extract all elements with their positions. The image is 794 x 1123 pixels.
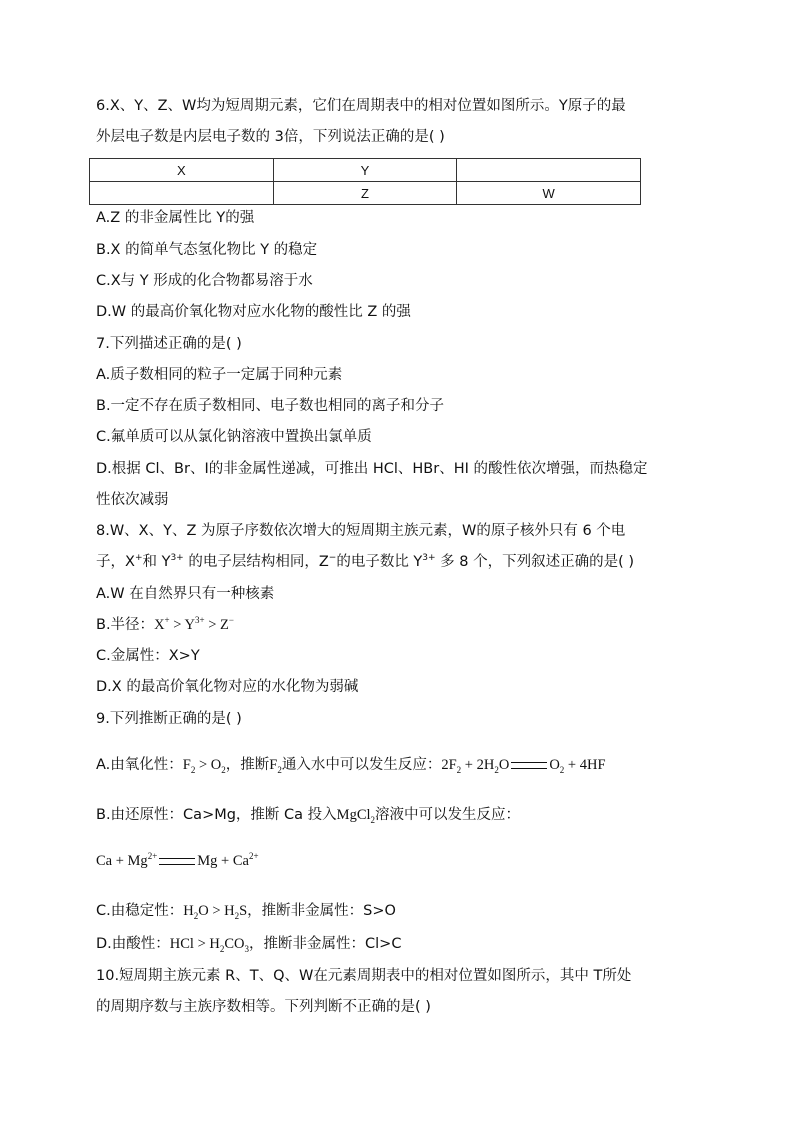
oxidation-formula: $F_2 > O_2$ bbox=[182, 757, 226, 775]
q7-option-a: A.质子数相同的粒子一定属于同种元素 bbox=[96, 367, 343, 383]
stability-formula: $H_2O > H_2S$ bbox=[183, 903, 248, 921]
table-cell-x: X bbox=[90, 159, 274, 182]
q9-option-d bbox=[96, 935, 401, 953]
table-row bbox=[90, 159, 641, 182]
q8-stem-part: 和 Y bbox=[142, 554, 171, 570]
mgcl2-formula: MgCl$_2$ bbox=[336, 807, 376, 825]
q10-stem-line1: 10.短周期主族元素 R、T、Q、W在元素周期表中的相对位置如图所示，其中 T所处 bbox=[96, 968, 632, 984]
q6-option-a: A.Z 的非金属性比 Y的强 bbox=[96, 210, 255, 226]
q8-stem-part: 多 8 个，下列叙述正确的是( ) bbox=[435, 554, 635, 570]
table-cell-y: Y bbox=[273, 159, 457, 182]
q9-option-c bbox=[96, 902, 396, 920]
q9-option-b-text: 溶液中可以发生反应： bbox=[375, 807, 521, 823]
q9-stem: 9.下列推断正确的是( ) bbox=[96, 711, 242, 727]
q7-option-b: B.一定不存在质子数相同、电子数也相同的离子和分子 bbox=[96, 398, 445, 414]
table-cell-empty bbox=[90, 182, 274, 205]
q9-option-a-text: ，推断 bbox=[225, 757, 270, 773]
table-cell-w: W bbox=[457, 182, 641, 205]
q8-option-a: A.W 在自然界只有一种核素 bbox=[96, 586, 275, 602]
reaction-equation: $2F_2 + 2H_2O$ $O_2 + 4HF$ bbox=[441, 757, 606, 775]
table-row bbox=[90, 182, 641, 205]
q8-stem-part: 子，X bbox=[96, 554, 135, 570]
q9-option-b-text: B.由还原性：Ca>Mg，推断 Ca 投入 bbox=[96, 807, 337, 823]
q8-stem-line2: 子，X+和 $Y^{3+}$ 的电子层结构相同，Z−的电子数比 $Y^{3+}$ 多 8 个，下列叙述正确的是( ) bbox=[96, 553, 635, 570]
radius-formula: $X^+ > Y^{3+} > Z^-$ bbox=[154, 615, 234, 633]
equals-sign-icon bbox=[159, 858, 195, 865]
q9-option-c-text: ，推断非金属性：S>O bbox=[247, 903, 396, 919]
q9-option-d-text: ，推断非金属性：Cl>C bbox=[249, 936, 402, 952]
q8-stem-part: 的电子层结构相同，Z bbox=[183, 554, 329, 570]
q8-option-b bbox=[96, 616, 234, 634]
q9-option-a-label: A.由氧化性： bbox=[96, 757, 183, 773]
equals-sign-icon bbox=[511, 762, 547, 769]
q7-option-c: C.氟单质可以从氯化钠溶液中置换出氯单质 bbox=[96, 429, 372, 445]
q9-option-b bbox=[96, 806, 520, 824]
q8-option-c: C.金属性：X>Y bbox=[96, 648, 200, 664]
q9-option-d-label: D.由酸性： bbox=[96, 936, 170, 952]
q6-stem-line2: 外层电子数是内层电子数的 3倍，下列说法正确的是( ) bbox=[96, 129, 445, 145]
q8-option-d: D.X 的最高价氧化物对应的水化物为弱碱 bbox=[96, 679, 359, 695]
q7-stem: 7.下列描述正确的是( ) bbox=[96, 336, 242, 352]
q8-option-b-label: B.半径： bbox=[96, 617, 155, 633]
table-cell-empty bbox=[457, 159, 641, 182]
q6-stem-line1: 6.X、Y、Z、W均为短周期元素，它们在周期表中的相对位置如图所示。Y原子的最 bbox=[96, 98, 626, 114]
q7-option-d: D.根据 Cl、Br、I的非金属性递减，可推出 HCl、HBr、HI 的酸性依次增强，而热稳定 bbox=[96, 461, 648, 477]
q7-option-d-cont: 性依次减弱 bbox=[96, 492, 169, 508]
table-cell-z: Z bbox=[273, 182, 457, 205]
q8-stem-line1: 8.W、X、Y、Z 为原子序数依次增大的短周期主族元素，W的原子核外只有 6 个电 bbox=[96, 523, 626, 539]
q6-option-b: B.X 的简单气态氢化物比 Y 的稳定 bbox=[96, 242, 318, 258]
q9-option-b-equation: $Ca + Mg^{2+}$ $Mg + Ca^{2+}$ bbox=[96, 851, 259, 869]
f2-formula: $F_2$ bbox=[269, 757, 282, 775]
q9-option-a-text: 通入水中可以发生反应： bbox=[281, 757, 442, 773]
q8-stem-part: 的电子数比 Y bbox=[336, 554, 423, 570]
q9-option-c-label: C.由稳定性： bbox=[96, 903, 184, 919]
acidity-formula: HCl > $H_2CO_3$ bbox=[169, 936, 250, 954]
periodic-position-table bbox=[89, 158, 641, 205]
q6-option-c: C.X与 Y 形成的化合物都易溶于水 bbox=[96, 273, 313, 289]
q6-option-d: D.W 的最高价氧化物对应水化物的酸性比 Z 的强 bbox=[96, 304, 411, 320]
q9-option-a bbox=[96, 756, 606, 774]
q10-stem-line2: 的周期序数与主族序数相等。下列判断不正确的是( ) bbox=[96, 999, 431, 1015]
